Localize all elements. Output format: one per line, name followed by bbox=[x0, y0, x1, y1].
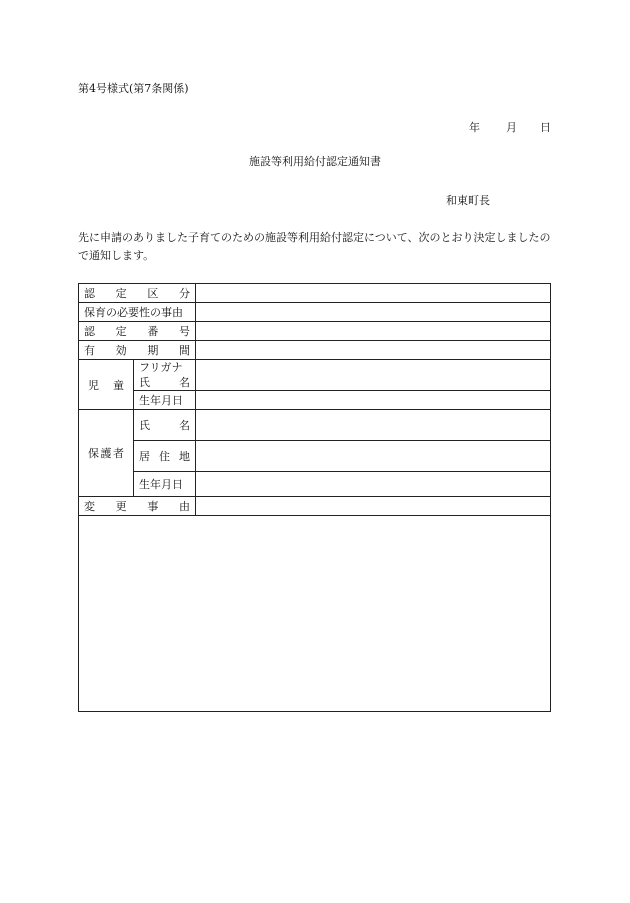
value-nintei-bango[interactable] bbox=[196, 322, 551, 341]
value-jido-birthdate[interactable] bbox=[196, 391, 551, 410]
label-hoiku-jiyu: 保育の必要性の事由 bbox=[79, 303, 196, 322]
date-day-label: 日 bbox=[540, 121, 551, 134]
value-henko-jiyu-header[interactable] bbox=[196, 497, 551, 516]
date-year-label: 年 bbox=[469, 121, 480, 134]
label-nintei-bango: 認 定 番 号 bbox=[84, 325, 190, 338]
notice-body: 先に申請のありました子育てのための施設等利用給付認定について、次のとおり決定しましたので通知します。 bbox=[78, 231, 551, 262]
certification-table bbox=[78, 283, 551, 712]
value-henko-jiyu[interactable] bbox=[79, 516, 551, 712]
row-henko-jiyu bbox=[79, 497, 551, 516]
row-hogosha-address bbox=[79, 441, 551, 472]
row-hogosha-name bbox=[79, 410, 551, 441]
label-hogosha-shimei: 氏 名 bbox=[139, 419, 190, 432]
value-nintei-kubun[interactable] bbox=[196, 284, 551, 303]
document-title: 施設等利用給付認定通知書 bbox=[249, 155, 381, 168]
label-hogosha-kyojuchi: 居 住 地 bbox=[139, 450, 190, 463]
value-hoiku-jiyu[interactable] bbox=[196, 303, 551, 322]
value-hogosha-name[interactable] bbox=[196, 410, 551, 441]
label-hogosha-birthdate: 生年月日 bbox=[134, 472, 196, 497]
row-yuko-kikan bbox=[79, 341, 551, 360]
row-jido-birthdate bbox=[79, 391, 551, 410]
label-nintei-kubun: 認 定 区 分 bbox=[84, 287, 190, 300]
label-hogosha: 保 護 者 bbox=[88, 447, 124, 460]
row-nintei-bango bbox=[79, 322, 551, 341]
row-hoiku-jiyu bbox=[79, 303, 551, 322]
date-month-label: 月 bbox=[506, 121, 517, 134]
issuer: 和東町長 bbox=[446, 194, 490, 207]
value-jido-name[interactable] bbox=[196, 360, 551, 391]
label-jido-furigana-shimei: フリガナ 氏 名 bbox=[139, 361, 190, 389]
form-number: 第4号様式(第7条関係) bbox=[78, 82, 189, 95]
row-jido-name bbox=[79, 360, 551, 391]
value-hogosha-address[interactable] bbox=[196, 441, 551, 472]
label-yuko-kikan: 有 効 期 間 bbox=[84, 344, 190, 357]
value-yuko-kikan[interactable] bbox=[196, 341, 551, 360]
row-henko-jiyu-content bbox=[79, 516, 551, 712]
row-nintei-kubun bbox=[79, 284, 551, 303]
label-henko-jiyu: 変 更 事 由 bbox=[84, 500, 190, 513]
row-hogosha-birthdate bbox=[79, 472, 551, 497]
label-jido-birthdate: 生年月日 bbox=[134, 391, 196, 410]
label-jido: 児 童 bbox=[88, 378, 124, 392]
value-hogosha-birthdate[interactable] bbox=[196, 472, 551, 497]
